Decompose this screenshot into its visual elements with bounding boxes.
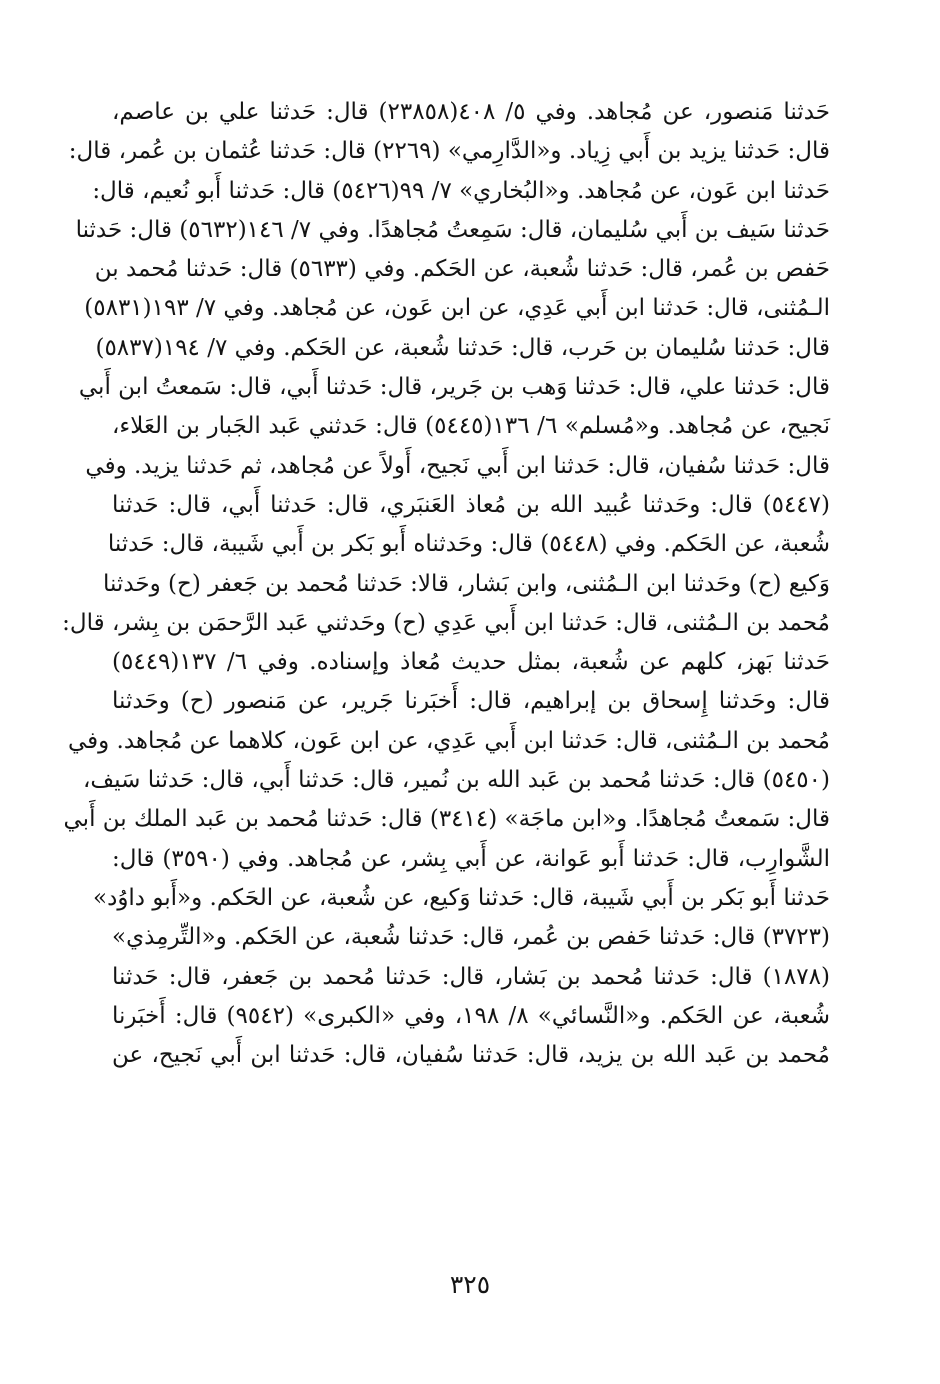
text-line: (٥٤٥٠) قال: حَدثنا مُحمد بن عَبد الله بن نُمير، قال: حَدثنا أَبي، قال: حَدثنا سَيف،: [82, 767, 830, 794]
text-line: الشَّوارِب، قال: حَدثنا أَبو عَوانة، عن أَبي بِشر، عن مُجاهد. وفي (٣٥٩٠) قال:: [112, 845, 830, 872]
text-line: حَدثنا أَبو بَكر بن أَبي شَيبة، قال: حَدثنا وَكيع، عن شُعبة، عن الحَكم. و«أَبو داوُد»: [93, 884, 830, 911]
text-line: حَدثنا ابن عَون، عن مُجاهد. و«البُخاري» ٧/ ٩٩(٥٤٢٦) قال: حَدثنا أَبو نُعيم، قال:: [92, 177, 830, 204]
body-text: [62, 93, 831, 1075]
page-number: ٣٢٥: [449, 1270, 491, 1299]
text-line: (١٨٧٨) قال: حَدثنا مُحمد بن بَشار، قال: حَدثنا مُحمد بن جَعفر، قال: حَدثنا: [112, 963, 830, 990]
text-line: (٥٤٤٧) قال: وحَدثنا عُبيد الله بن مُعاذ العَنبَري، قال: حَدثنا أَبي، قال: حَدثنا: [112, 491, 830, 518]
text-line: الـمُثنى، قال: حَدثنا ابن أَبي عَدِي، عن ابن عَون، عن مُجاهد. وفي ٧/ ١٩٣(٥٨٣١): [84, 295, 830, 322]
text-line: قال: سَمعتُ مُجاهدًا. و«ابن ماجَة» (٣٤١٤) قال: حَدثنا مُحمد بن عَبد الملك بن أَبي: [63, 806, 830, 833]
text-line: نَجيح، عن مُجاهد. و«مُسلم» ٦/ ١٣٦(٥٤٤٥) قال: حَدثني عَبد الجَبار بن العَلاء،: [112, 413, 831, 440]
text-line: مُحمد بن الـمُثنى، قال: حَدثنا ابن أَبي عَدِي، عن ابن عَون، كلاهما عن مُجاهد. وفي: [67, 727, 830, 754]
text-line: مُحمد بن الـمُثنى، قال: حَدثنا ابن أَبي عَدِي (ح) وحَدثني عَبد الرَّحمَن بن بِشر، قال:: [62, 609, 830, 636]
text-line: شُعبة، عن الحَكم. و«النَّسائي» ٨/ ١٩٨، وفي «الكبرى» (٩٥٤٢) قال: أَخبَرنا: [112, 1002, 831, 1029]
text-line: حَدثنا بَهز، كلهم عن شُعبة، بمثل حديث مُعاذ وإسناده. وفي ٦/ ١٣٧(٥٤٤٩): [112, 649, 830, 676]
text-line: قال: حَدثنا سُليمان بن حَرب، قال: حَدثنا شُعبة، عن الحَكم. وفي ٧/ ١٩٤(٥٨٣٧): [95, 334, 830, 361]
text-line: (٣٧٢٣) قال: حَدثنا حَفص بن عُمر، قال: حَدثنا شُعبة، عن الحَكم. و«التِّرمِذي»: [112, 924, 830, 951]
text-line: قال: حَدثنا يزيد بن أَبي زِياد. و«الدَّارِمي» (٢٢٦٩) قال: حَدثنا عُثمان بن عُمر، قال:: [68, 138, 830, 165]
text-line: شُعبة، عن الحَكم. وفي (٥٤٤٨) قال: وحَدثناه أَبو بَكر بن أَبي شَيبة، قال: حَدثنا: [107, 531, 830, 558]
text-line: وَكيع (ح) وحَدثنا ابن الـمُثنى، وابن بَشار، قالا: حَدثنا مُحمد بن جَعفر (ح) وحَدثنا: [102, 570, 830, 597]
text-line: قال: وحَدثنا إِسحاق بن إبراهيم، قال: أَخبَرنا جَرير، عن مَنصور (ح) وحَدثنا: [112, 688, 830, 715]
text-line: حَدثنا مَنصور، عن مُجاهد. وفي ٥/ ٤٠٨(٢٣٨٥٨) قال: حَدثنا علي بن عاصم،: [112, 99, 830, 125]
text-line: مُحمد بن عَبد الله بن يزيد، قال: حَدثنا سُفيان، قال: حَدثنا ابن أَبي نَجيح، عن: [112, 1042, 830, 1069]
text-line: حَفص بن عُمر، قال: حَدثنا شُعبة، عن الحَكم. وفي (٥٦٣٣) قال: حَدثنا مُحمد بن: [94, 256, 830, 283]
text-line: قال: حَدثنا علي، قال: حَدثنا وَهب بن جَرير، قال: حَدثنا أَبي، قال: سَمعتُ ابن أَبي: [78, 374, 830, 401]
text-line: قال: حَدثنا سُفيان، قال: حَدثنا ابن أَبي نَجيح، أَولاً عن مُجاهد، ثم حَدثنا يزيد. وفي: [85, 452, 830, 479]
text-line: حَدثنا سَيف بن أَبي سُليمان، قال: سَمِعتُ مُجاهدًا. وفي ٧/ ١٤٦(٥٦٣٢) قال: حَدثنا: [75, 216, 830, 243]
